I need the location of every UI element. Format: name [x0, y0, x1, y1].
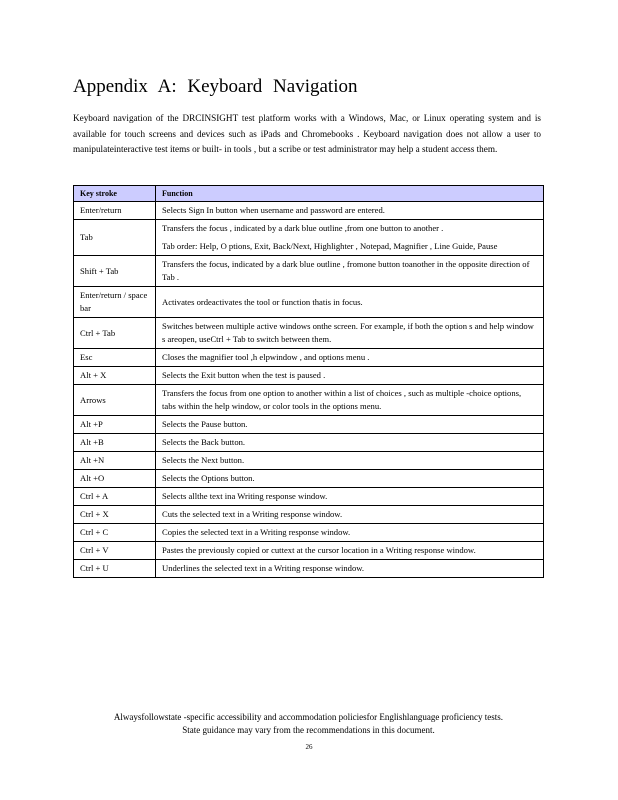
function-text: Cuts the selected text in a Writing response window.: [162, 509, 343, 519]
function-cell: [156, 318, 544, 349]
table-row: [74, 560, 544, 578]
key-stroke-cell: Ctrl + Tab: [74, 318, 156, 349]
table-row: [74, 542, 544, 560]
key-stroke-cell: Alt +B: [74, 434, 156, 452]
header-key-stroke: Key stroke: [74, 186, 156, 202]
table-row: [74, 524, 544, 542]
function-text: Pastes the previously copied or cuttext at the cursor location in a Writing response window.: [162, 545, 476, 555]
function-text: Closes the magnifier tool ,h elpwindow , and options menu .: [162, 352, 370, 362]
footer-line-1: Alwaysfollowstate -specific accessibility and accommodation policiesfor Englishlanguage proficiency tests.: [113, 712, 504, 722]
table-row: [74, 434, 544, 452]
function-text: Selects the Options button.: [162, 473, 255, 483]
function-text: Transfers the focus from one option to another within a list of choices , such as multiple -choice options, tabs within the help window, or color tools in the options menu.: [162, 388, 522, 411]
function-cell: [156, 524, 544, 542]
key-stroke-cell: Enter/return / space bar: [74, 287, 156, 318]
function-cell: [156, 506, 544, 524]
function-cell: [156, 488, 544, 506]
page-title: Appendix A: Keyboard Navigation: [73, 76, 358, 97]
function-text: Switches between multiple active windows onthe screen. For example, if both the option s and help window s areopen, useCtrl + Tab to switch between them.: [162, 321, 534, 344]
table-row: [74, 318, 544, 349]
function-text: Transfers the focus, indicated by a dark blue outline , fromone button toanother in the opposite direction of Tab .: [162, 259, 530, 282]
function-text: Activates ordeactivates the tool or function thatis in focus.: [162, 296, 363, 307]
function-cell: [156, 542, 544, 560]
key-stroke-cell: Alt +P: [74, 416, 156, 434]
key-stroke-cell: Alt +N: [74, 452, 156, 470]
table-row: [74, 256, 544, 287]
intro-paragraph: Keyboard navigation of the DRCINSIGHT test platform works with a Windows, Mac, or Linux operating system and is available for touch screens and devices such as iPads and Chromebooks . Keyboard navigation does not allow a user to manipulateinteractive test items or built- in tools , but a scribe or test administrator may help a student access them.: [73, 113, 541, 154]
key-stroke-cell: Tab: [74, 220, 156, 256]
header-function: Function: [156, 186, 544, 202]
key-stroke-cell: Esc: [74, 349, 156, 367]
key-stroke-cell: Ctrl + C: [74, 524, 156, 542]
function-cell: [156, 416, 544, 434]
function-cell: [156, 220, 544, 256]
function-text: Transfers the focus , indicated by a dark blue outline ,from one button to another .: [162, 223, 444, 233]
key-stroke-cell: Ctrl + U: [74, 560, 156, 578]
table-row: [74, 385, 544, 416]
table-header-row: [74, 186, 544, 202]
function-cell: [156, 367, 544, 385]
table-row: [74, 506, 544, 524]
function-cell: [156, 470, 544, 488]
function-cell: [156, 452, 544, 470]
key-stroke-cell: Ctrl + A: [74, 488, 156, 506]
table-row: [74, 470, 544, 488]
table-row: [74, 220, 544, 256]
function-cell: [156, 560, 544, 578]
key-stroke-cell: Arrows: [74, 385, 156, 416]
footer-line-2: State guidance may vary from the recommendations in this document.: [182, 725, 435, 735]
function-text: Selects the Next button.: [162, 455, 245, 465]
function-cell: [156, 434, 544, 452]
function-text: Tab order: Help, O ptions, Exit, Back/Next, Highlighter , Notepad, Magnifier , Line Guide, Pause: [162, 241, 498, 251]
function-text: Selects the Pause button.: [162, 419, 248, 429]
table-row: [74, 367, 544, 385]
function-text: Selects the Exit button when the test is paused .: [162, 370, 326, 380]
table-row: [74, 287, 544, 318]
table-row: [74, 488, 544, 506]
table-row: [74, 349, 544, 367]
key-stroke-cell: Ctrl + V: [74, 542, 156, 560]
table-row: [74, 452, 544, 470]
function-text: Copies the selected text in a Writing response window.: [162, 527, 351, 537]
footer-note: [73, 711, 544, 737]
table-body: [74, 202, 544, 578]
function-text: Selects allthe text ina Writing response window.: [162, 491, 328, 501]
function-text: Underlines the selected text in a Writing response window.: [162, 563, 365, 573]
function-cell: [156, 385, 544, 416]
key-stroke-cell: Shift + Tab: [74, 256, 156, 287]
function-text: Selects Sign In button when username and password are entered.: [162, 205, 385, 215]
key-stroke-cell: Alt +O: [74, 470, 156, 488]
function-cell: [156, 256, 544, 287]
function-cell: [156, 287, 544, 318]
function-cell: [156, 349, 544, 367]
page-number: 26: [305, 743, 313, 751]
key-stroke-cell: Ctrl + X: [74, 506, 156, 524]
table-row: [74, 416, 544, 434]
key-stroke-cell: Enter/return: [74, 202, 156, 220]
function-cell: [156, 202, 544, 220]
table-row: [74, 202, 544, 220]
function-text: Selects the Back button.: [162, 437, 246, 447]
key-stroke-cell: Alt + X: [74, 367, 156, 385]
keyboard-navigation-table: [73, 185, 544, 578]
